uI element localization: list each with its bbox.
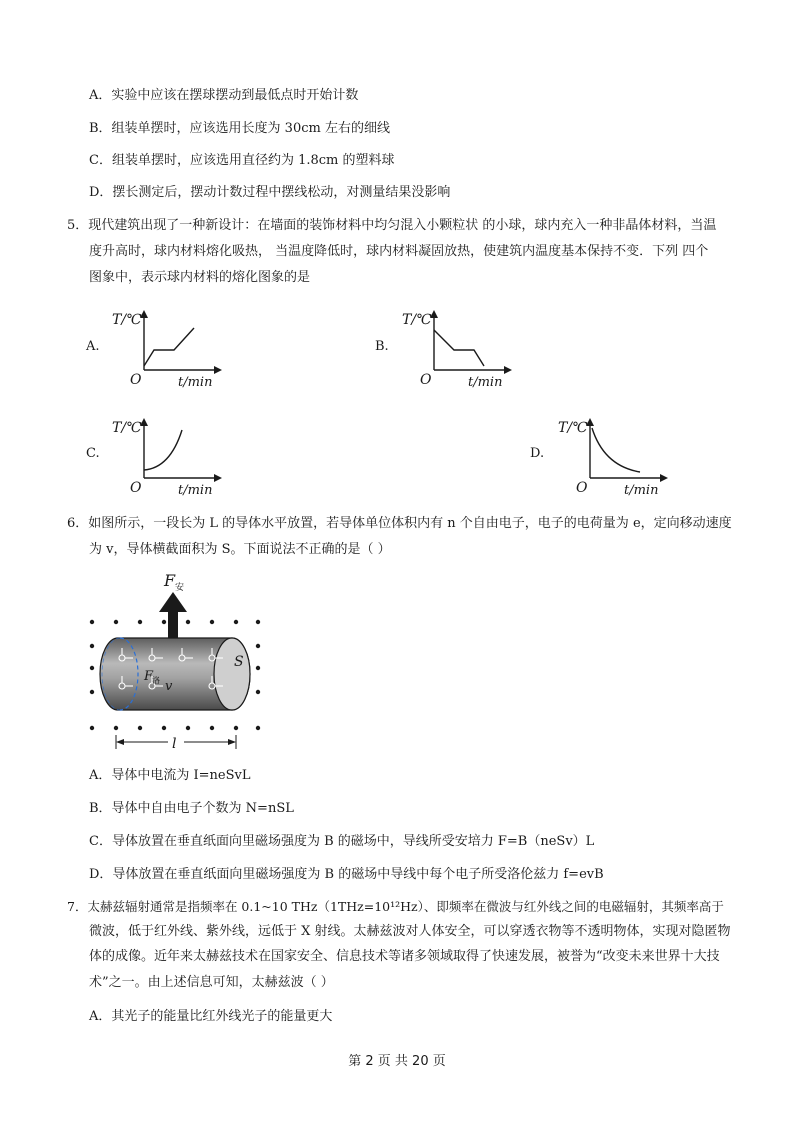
q5-graph-d-ylabel: T/℃	[558, 420, 588, 436]
q7-stem-line3: 体的成像。近年来太赫兹技术在国家安全、信息技术等诸多领域取得了快速发展，被誉为“改变未来世界十大技	[89, 949, 720, 964]
q5-graph-b-xlabel: t/min	[468, 375, 503, 390]
lorentz-force-subscript: 洛	[152, 676, 160, 685]
cross-section-label: S	[234, 654, 244, 670]
q5-graph-c-origin: O	[130, 480, 142, 496]
q5-graph-a-label: A.	[86, 339, 100, 354]
q5-graph-a-origin: O	[130, 372, 142, 388]
ampere-force-subscript: 安	[175, 583, 185, 593]
q5-stem-line2: 度升高时，球内材料熔化吸热， 当温度降低时，球内材料凝固放热，使建筑内温度基本保持不变．下列 四个	[89, 244, 709, 259]
q5-graph-a	[108, 306, 238, 396]
ampere-force-label: F	[164, 571, 176, 590]
q5-graph-c	[108, 414, 238, 504]
lorentz-force-label: F	[144, 669, 154, 684]
q6-option-a: A．导体中电流为 I=neSvL	[89, 768, 251, 783]
q5-graph-c-label: C.	[86, 446, 100, 461]
q5-graph-c-ylabel: T/℃	[112, 420, 142, 436]
q7-stem-line4: 术”之一。由上述信息可知，太赫兹波（ ）	[89, 975, 334, 990]
q5-graph-b	[398, 306, 528, 396]
q5-graph-d-xlabel: t/min	[624, 483, 659, 498]
q5-graph-a-ylabel: T/℃	[112, 312, 142, 328]
q6-option-d: D．导体放置在垂直纸面向里磁场强度为 B 的磁场中导线中每个电子所受洛伦兹力 f=evB	[89, 867, 604, 882]
q7-stem-line1: 7．太赫兹辐射通常是指频率在 0.1~10 THz（1THz=10¹²Hz）、即频率在微波与红外线之间的电磁辐射，其频率高于	[67, 899, 724, 914]
q7-option-a: A．其光子的能量比红外线光子的能量更大	[89, 1009, 333, 1024]
q5-graph-c-xlabel: t/min	[178, 483, 213, 498]
q5-graph-b-origin: O	[420, 372, 432, 388]
q4-option-b: B．组装单摆时，应该选用长度为 30cm 左右的细线	[89, 121, 390, 136]
q5-graph-b-label: B.	[375, 339, 389, 354]
q5-graph-b-ylabel: T/℃	[402, 312, 432, 328]
page-number: 第 2 页 共 20 页	[348, 1054, 446, 1069]
q6-option-b: B．导体中自由电子个数为 N=nSL	[89, 801, 294, 816]
q4-option-d: D．摆长测定后，摆动计数过程中摆线松动，对测量结果没影响	[89, 185, 451, 200]
q5-graph-d-origin: O	[576, 480, 588, 496]
q6-conductor-figure	[80, 568, 270, 762]
velocity-label: v	[165, 679, 173, 694]
q5-graph-a-xlabel: t/min	[178, 375, 213, 390]
q5-stem-line1: 5．现代建筑出现了一种新设计：在墙面的装饰材料中均匀混入小颗粒状 的小球，球内充入一种非晶体材料，当温	[67, 218, 717, 233]
q5-stem-line3: 图象中，表示球内材料的熔化图象的是	[89, 270, 311, 285]
q5-graph-d	[554, 414, 684, 504]
q6-option-c: C．导体放置在垂直纸面向里磁场强度为 B 的磁场中，导线所受安培力 F=B（neSv）L	[89, 834, 595, 849]
q5-graph-d-label: D.	[530, 446, 545, 461]
q4-option-c: C．组装单摆时，应该选用直径约为 1.8cm 的塑料球	[89, 153, 395, 168]
q4-option-a: A．实验中应该在摆球摆动到最低点时开始计数	[89, 88, 359, 103]
q6-stem-line1: 6．如图所示，一段长为 L 的导体水平放置，若导体单位体积内有 n 个自由电子，电子的电荷量为 e，定向移动速度	[67, 516, 732, 531]
q7-stem-line2: 微波，低于红外线、紫外线，远低于 X 射线。太赫兹波对人体安全，可以穿透衣物等不透明物体，实现对隐匿物	[89, 924, 731, 939]
q6-stem-line2: 为 v，导体横截面积为 S。下面说法不正确的是（ ）	[89, 542, 391, 557]
length-label: l	[172, 736, 177, 752]
